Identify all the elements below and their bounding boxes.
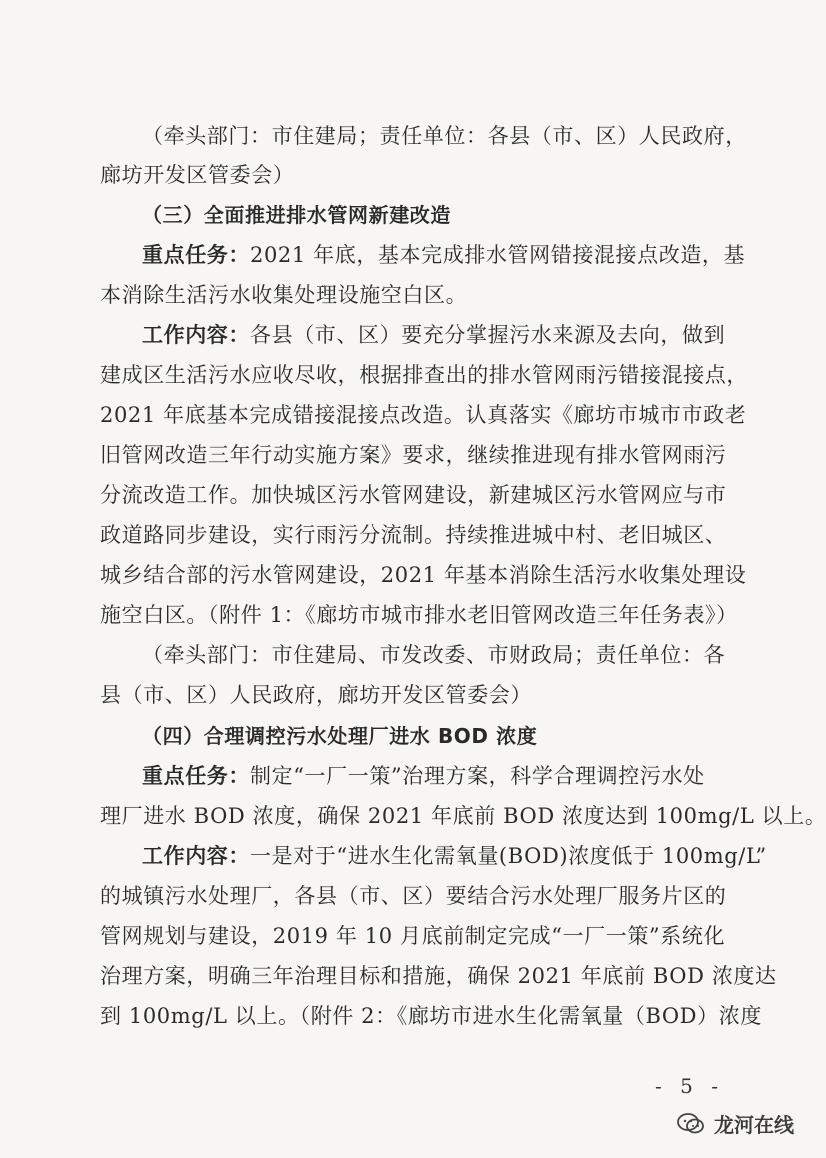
work-content-text-2: 一是对于“进水生化需氧量(BOD)浓度低于 100mg/L” xyxy=(250,844,767,868)
key-task-text-2: 制定“一厂一策”治理方案，科学合理调控污水处 xyxy=(250,764,705,788)
key-task-text-1: 2021 年底，基本完成排水管网错接混接点改造，基 xyxy=(250,243,746,267)
work-content-line-5: 分流改造工作。加快城区污水管网建设，新建城区污水管网应与市 xyxy=(100,483,727,507)
work-content-line-6: 政道路同步建设，实行雨污分流制。持续推进城中村、老旧城区、 xyxy=(100,523,727,547)
work-content-paragraph-2 xyxy=(142,841,767,871)
work-content-line-4: 旧管网改造三年行动实施方案》要求，继续推进现有排水管网雨污 xyxy=(100,443,727,467)
work-content-label: 工作内容： xyxy=(142,323,250,347)
section-heading-4: （四）合理调控污水处理厂进水 BOD 浓度 xyxy=(142,724,538,748)
work-content-line-7: 城乡结合部的污水管网建设，2021 年基本消除生活污水收集处理设 xyxy=(100,563,747,587)
work-content-line-12: 治理方案，明确三年治理目标和措施，确保 2021 年底前 BOD 浓度达 xyxy=(100,964,777,988)
work-content-line-10: 的城镇污水处理厂，各县（市、区）要结合污水处理厂服务片区的 xyxy=(100,884,727,908)
work-content-text-1: 各县（市、区）要充分掌握污水来源及去向，做到 xyxy=(250,323,726,347)
key-task-paragraph-1 xyxy=(142,240,746,270)
responsibility-line-3: （牵头部门：市住建局、市发改委、市财政局；责任单位：各 xyxy=(142,643,726,667)
work-content-line-8: 施空白区。（附件 1：《廊坊市城市排水老旧管网改造三年任务表》） xyxy=(100,603,738,627)
key-task-paragraph-2 xyxy=(142,761,730,791)
work-content-line-3: 2021 年底基本完成错接混接点改造。认真落实《廊坊市城市市政老 xyxy=(100,403,747,427)
work-content-line-2: 建成区生活污水应收尽收，根据排查出的排水管网雨污错接混接点， xyxy=(100,363,748,387)
responsibility-line-4: 县（市、区）人民政府，廊坊开发区管委会） xyxy=(100,683,532,707)
responsibility-line-1: （牵头部门：市住建局；责任单位：各县（市、区）人民政府， xyxy=(142,124,747,148)
work-content-label-2: 工作内容： xyxy=(142,844,250,868)
responsibility-line-2: 廊坊开发区管委会） xyxy=(100,163,295,187)
watermark-text: 龙河在线 xyxy=(714,1113,794,1137)
work-content-line-13: 到 100mg/L 以上。（附件 2：《廊坊市进水生化需氧量（BOD）浓度 xyxy=(100,1004,762,1028)
key-task-line-2: 本消除生活污水收集处理设施空白区。 xyxy=(100,283,468,307)
watermark xyxy=(676,1109,794,1138)
key-task-line-4: 理厂进水 BOD 浓度，确保 2021 年底前 BOD 浓度达到 100mg/L 以上。 xyxy=(100,804,826,828)
page-number: - 5 - xyxy=(655,1074,724,1098)
section-heading-3: （三）全面推进排水管网新建改造 xyxy=(142,203,451,227)
work-content-paragraph-1 xyxy=(142,320,730,350)
wechat-icon xyxy=(676,1112,706,1136)
key-task-label-2: 重点任务： xyxy=(142,764,250,788)
key-task-label: 重点任务： xyxy=(142,243,250,267)
work-content-line-11: 管网规划与建设，2019 年 10 月底前制定完成“一厂一策”系统化 xyxy=(100,924,726,948)
